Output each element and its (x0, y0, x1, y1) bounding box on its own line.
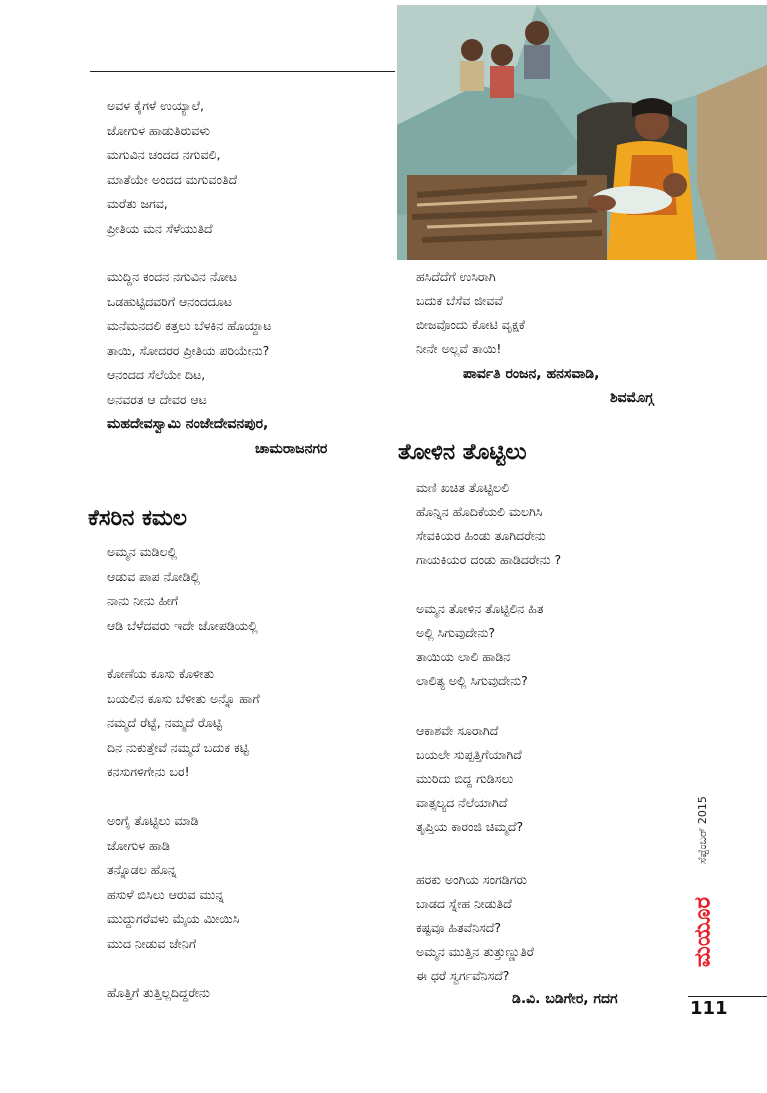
magazine-logo-text: ಮಯೂರ (690, 896, 716, 968)
photo-mother-children-tent (397, 5, 767, 260)
poem-line: ಅಮ್ಮನ ಮುತ್ತಿನ ತುತ್ತುಣ್ಣುತಿರೆ (416, 944, 534, 959)
poem-line: ಮಗುವಿನ ಚಂದದ ನಗುವಲಿ, (107, 147, 221, 162)
poem-line: ಬಯಲಿನ ಕೂಸು ಬೆಳೀತು ಅನ್ನೊ ಹಾಗೆ (107, 690, 260, 706)
poem-line: ತನ್ನೊಡಲ ಹೊನ್ನ (107, 862, 177, 877)
poem-line: ಮುರಿದು ಬಿದ್ದ ಗುಡಿಸಲು (416, 771, 514, 786)
poem1-stanza2 (107, 265, 271, 412)
poem2-stanza4 (107, 981, 210, 1006)
poem1-author-place: ಚಾಮರಾಜನಗರ (255, 441, 328, 457)
poem-line: ಹಸುಳೆ ಬಿಸಿಲು ಆರುವ ಮುನ್ನ (107, 886, 224, 902)
poem3-stanza2 (416, 597, 543, 693)
poem2-author-name: ಪಾರ್ವತಿ ರಂಜನ, ಹನಸವಾಡಿ, (463, 366, 600, 382)
poem-line: ಅಲ್ಲಿ ಸಿಗುವುದೇನು? (416, 625, 495, 640)
poem-line: ಬಯಲೇ ಸುಪ್ಪತ್ತಿಗೆಯಾಗಿದೆ (416, 747, 522, 762)
magazine-margin (688, 790, 718, 990)
poem-line: ದಿನ ನುಕುತ್ತೇವೆ ನಮ್ಮದೆ ಬದುಕ ಕಟ್ಟಿ (107, 739, 249, 755)
poem1-stanza1 (107, 94, 237, 241)
poem2-title: ಕೆಸರಿನ ಕಮಲ (88, 506, 188, 531)
page-number: 111 (690, 998, 728, 1019)
poem-line: ವಾತ್ಸಲ್ಯದ ನೆಲೆಯಾಗಿದೆ (416, 795, 508, 810)
poem-line: ಕೋಣೆಯ ಕೂಸು ಕೊಳೀತು (107, 666, 215, 681)
poem-line: ನಮ್ಮದೆ ರೆಟ್ಟೆ, ನಮ್ಮದೆ ರೊಟ್ಟಿ (107, 715, 222, 730)
poem-line: ಮುದ್ದಿನ ಕಂದನ ನಗುವಿನ ನೋಟ (107, 269, 238, 284)
poem-line: ಜೋಗುಳ ಹಾಡುತಿರುವಳು (107, 122, 210, 138)
poem-line: ಆಡುವ ಪಾಪ ನೋಡಿಲ್ಲಿ (107, 568, 200, 584)
poem-line: ತಾಯಿ, ಸೋದರರ ಪ್ರೀತಿಯ ಪರಿಯೇನು? (107, 342, 270, 358)
poem-line: ಮನೆಮನದಲಿ ಕತ್ತಲು ಬೆಳಕಿನ ಹೊಯ್ದಾಟ (107, 318, 272, 333)
footer-rule (688, 996, 767, 997)
poem-line: ಹೊನ್ನಿನ ಹೊದಿಕೆಯಲಿ ಮಲಗಿಸಿ (416, 504, 543, 519)
issue-month (692, 790, 714, 870)
poem-line: ಮರೆತು ಜಗವ, (107, 196, 168, 211)
poem-line: ಈ ಧರೆ ಸ್ವರ್ಗವೆನಿಸದೆ? (416, 968, 510, 983)
poem3-stanza3 (416, 719, 523, 839)
poem-line: ಬೀಜವೊಂದು ಕೋಟಿ ವೃಕ್ಷಕೆ (416, 317, 525, 332)
poem-line: ತಾಯಿಯ ಲಾಲಿ ಹಾಡಿನ (416, 649, 511, 664)
poem-line: ಕನಸುಗಳಿಗೇನು ಬರ! (107, 764, 190, 779)
poem2-stanza5 (416, 265, 525, 361)
poem-line: ಹಸಿದೆದೆಗೆ ಉಸಿರಾಗಿ (416, 269, 496, 284)
poem-line: ಜೋಗುಳ ಹಾಡಿ (107, 837, 170, 853)
poem-line: ಮುದ್ದುಗರೆವಳು ಮೈಯ ಮೀಯಿಸಿ (107, 911, 240, 926)
poem-line: ಅಂಗೈ ತೊಟ್ಟಿಲು ಮಾಡಿ (107, 813, 199, 828)
poem3-title: ತೋಳಿನ ತೊಟ್ಟಿಲು (398, 440, 527, 465)
top-rule (90, 71, 395, 72)
poem-line: ಗಾಯಕಿಯರ ದಂಡು ಹಾಡಿದರೇನು ? (416, 552, 562, 567)
magazine-logo (688, 882, 718, 982)
poem-line: ಹೊತ್ತಿಗೆ ತುತ್ತಿಲ್ಲದಿದ್ದರೇನು (107, 985, 210, 1000)
poem3-stanza1 (416, 476, 561, 572)
poem-line: ಮಾತೆಯೇ ಅಂದದ ಮಗುವಂತಿದೆ (107, 171, 238, 187)
poem-line: ಮುದ ನೀಡುವ ಜೇನಿಗೆ (107, 935, 197, 951)
poem2-author-place: ಶಿವಮೊಗ್ಗ (610, 390, 654, 406)
poem-line: ಅವಳ ಕೈಗಳೆ ಉಯ್ಯಾಲೆ, (107, 98, 204, 113)
poem-line: ಆಡಿ ಬೆಳೆದವರು ಇದೇ ಜೋಪಡಿಯಲ್ಲಿ (107, 617, 258, 633)
poem2-stanza2 (107, 662, 260, 785)
poem-line: ನಾನು ನೀನು ಹೀಗೆ (107, 593, 179, 608)
issue-month-text: ಸೆಪ್ಟೆಂಬರ್ 2015 (696, 796, 709, 864)
poem3-author: ಡಿ.ವಿ. ಬಡಿಗೇರ, ಗದಗ (512, 991, 618, 1007)
poem-line: ಆಕಾಶವೇ ಸೂರಾಗಿದೆ (416, 723, 499, 738)
poem-line: ಪ್ರೀತಿಯ ಮನ ಸೆಳೆಯುತಿದೆ (107, 220, 213, 236)
poem-line: ಒಡಹುಟ್ಟಿದವರಿಗೆ ಆನಂದದೂಟ (107, 293, 233, 309)
poem-line: ಹರಕು ಅಂಗಿಯ ಸಂಗಡಿಗರು (416, 872, 527, 887)
poem3-stanza4 (416, 868, 534, 988)
poem1-author-name: ಮಹದೇವಸ್ವಾಮಿ ನಂಜೇದೇವನಪುರ, (107, 416, 269, 432)
poem-line: ಅಮ್ಮನ ಮಡಿಲಲ್ಲಿ (107, 544, 178, 559)
poem-line: ಅನವರತ ಆ ದೇವರ ಆಟ (107, 391, 207, 407)
poem2-stanza3 (107, 809, 239, 956)
poem-line: ಬದುಕ ಬೆಸೆವ ಜೀವವೆ (416, 293, 503, 308)
poem2-stanza1 (107, 540, 258, 638)
poem-line: ಲಾಲಿತ್ಯ ಅಲ್ಲಿ ಸಿಗುವುದೇನು? (416, 673, 528, 688)
poem-line: ಅಮ್ಮನ ತೋಳಿನ ತೊಟ್ಟಿಲಿನ ಹಿತ (416, 601, 544, 616)
poem-line: ಮಣಿ ಖಚಿತ ತೊಟ್ಟಿಲಲಿ (416, 480, 510, 495)
poem-line: ತೃಪ್ತಿಯ ಕಾರಂಜಿ ಚಿಮ್ಮದೆ? (416, 819, 524, 834)
poem-line: ಕಷ್ಟವೂ ಹಿತವೆನಿಸದೆ? (416, 920, 502, 935)
poem-line: ಬಾಡದ ಸ್ನೇಹ ನೀಡುತಿದೆ (416, 896, 512, 911)
poem-line: ಸೇವಕಿಯರ ಹಿಂಡು ತೂಗಿದರೇನು (416, 528, 546, 543)
poem-line: ನೀನೇ ಅಲ್ಲವೆ ತಾಯಿ! (416, 341, 502, 356)
poem-line: ಆನಂದದ ಸೆಲೆಯೇ ದಿಟ, (107, 367, 206, 382)
